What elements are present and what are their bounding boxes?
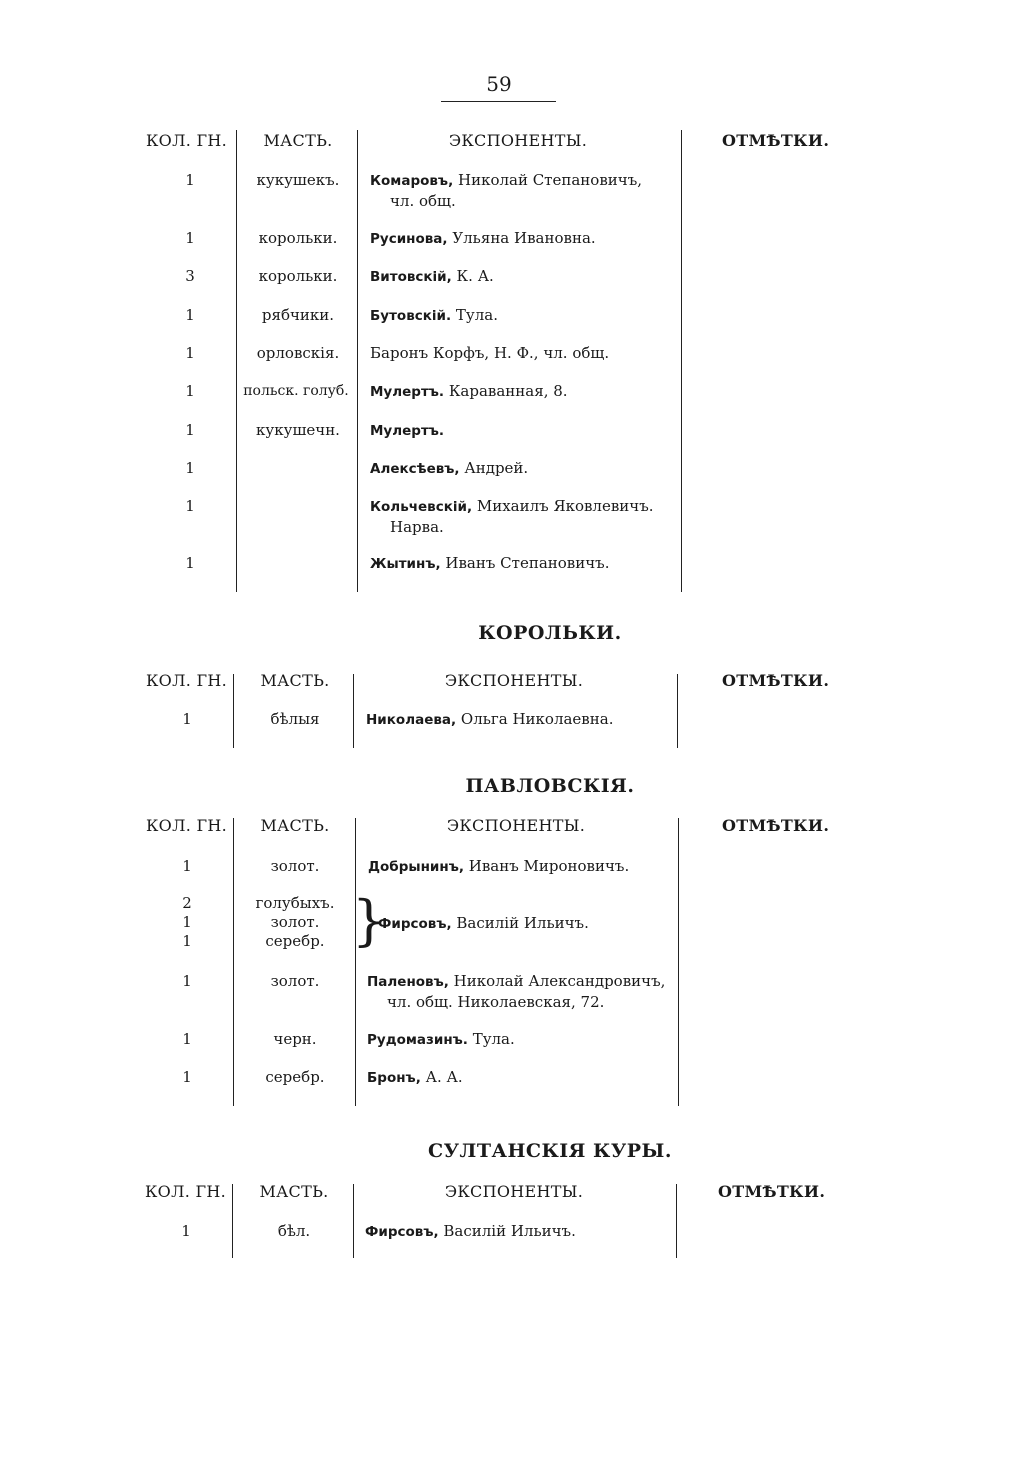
exhibitor-details: Василій Ильичъ. (451, 914, 589, 932)
color-cell: кукушекъ. (256, 171, 340, 189)
exhibitor-name: Комаровъ, (370, 173, 454, 189)
header-exhibitors: ЭКСПОНЕНТЫ. (448, 131, 588, 150)
exhibitor-name: Алексѣевъ, (370, 461, 460, 477)
header-notes: ОТМѢТКИ. (722, 671, 830, 690)
header-color: МАСТЬ. (260, 671, 330, 690)
qty-cell: 1 (182, 972, 192, 990)
exhibitor-cell (370, 305, 682, 326)
exhibitor-name: Бутовскій. (370, 308, 452, 324)
color-cell: черн. (273, 1030, 317, 1048)
qty-cell: 1 (182, 1030, 192, 1048)
exhibitor-cell (370, 266, 682, 287)
exhibitor-name: Фирсовъ, (378, 916, 452, 932)
qty-cell: 1 (185, 459, 195, 477)
exhibitor-name: Витовскій, (370, 269, 452, 285)
color-cell: рябчики. (261, 306, 335, 324)
exhibitor-details: Василій Ильичъ. (438, 1222, 576, 1240)
exhibitor-cell (367, 971, 679, 1012)
exhibitor-details: Ольга Николаевна. (456, 710, 614, 728)
header-exhibitors: ЭКСПОНЕНТЫ. (444, 671, 584, 690)
page-number-rule (441, 101, 556, 102)
qty-cell: 1 (185, 229, 195, 247)
color-value: серебр. (265, 932, 325, 950)
qty-cell (167, 894, 207, 951)
exhibitor-details: Николай Степановичъ, (453, 171, 643, 189)
exhibitor-name: Николаева, (366, 712, 457, 728)
exhibitor-details: Михаилъ Яковлевичъ. (472, 497, 654, 515)
exhibitor-cell (370, 420, 682, 441)
color-cell: корольки. (258, 267, 338, 285)
color-cell (235, 894, 355, 951)
column-divider (355, 818, 356, 1106)
header-color: МАСТЬ. (263, 131, 333, 150)
color-cell: золот. (270, 972, 320, 990)
qty-cell: 1 (185, 382, 195, 400)
exhibitor-name: Жытинъ, (370, 556, 441, 572)
exhibitor-details-continued: чл. общ. (390, 192, 456, 210)
exhibitor-name: Добрынинъ, (368, 859, 464, 875)
exhibitor-cell (378, 913, 690, 934)
color-cell: золот. (270, 857, 320, 875)
exhibitor-name: Кольчевскій, (370, 499, 473, 515)
section-title: ПАВЛОВСКІЯ. (465, 775, 635, 797)
qty-cell: 1 (185, 171, 195, 189)
exhibitor-details: Иванъ Степановичъ. (440, 554, 610, 572)
exhibitor-name: Мулертъ. (370, 384, 445, 400)
exhibitor-cell (365, 1221, 677, 1242)
qty-value: 2 (182, 894, 192, 912)
header-color: МАСТЬ. (260, 816, 330, 835)
qty-cell: 1 (182, 857, 192, 875)
color-cell: польск. голуб. (243, 383, 349, 399)
exhibitor-name: Рудомазинъ. (367, 1032, 468, 1048)
color-cell: корольки. (258, 229, 338, 247)
exhibitor-cell (366, 709, 678, 730)
exhibitor-name: Мулертъ. (370, 423, 445, 439)
exhibitor-details: К. А. (451, 267, 494, 285)
exhibitor-details: Ульяна Ивановна. (447, 229, 596, 247)
exhibitor-cell (367, 1067, 679, 1088)
qty-cell: 1 (182, 1068, 192, 1086)
exhibitor-name: Русинова, (370, 231, 448, 247)
color-cell: бѣлыя (270, 710, 320, 728)
exhibitor-details-continued: Нарва. (390, 518, 444, 536)
exhibitor-details: Тула. (467, 1030, 515, 1048)
exhibitor-details-continued: чл. общ. Николаевская, 72. (387, 993, 605, 1011)
column-divider (233, 674, 234, 748)
exhibitor-cell (370, 458, 682, 479)
exhibitor-details: Баронъ Корфъ, Н. Ф., чл. общ. (370, 344, 610, 362)
header-exhibitors: ЭКСПОНЕНТЫ. (444, 1182, 584, 1201)
qty-cell: 1 (185, 306, 195, 324)
exhibitor-details: Иванъ Мироновичъ. (463, 857, 630, 875)
color-cell: серебр. (265, 1068, 325, 1086)
column-divider (232, 1184, 233, 1258)
exhibitor-cell (368, 856, 680, 877)
qty-value: 1 (182, 913, 192, 931)
section-title: СУЛТАНСКІЯ КУРЫ. (427, 1140, 672, 1162)
exhibitor-cell (370, 228, 682, 249)
color-value: золот. (270, 913, 320, 931)
exhibitor-details: Николай Александровичъ, (448, 972, 666, 990)
qty-cell: 1 (182, 710, 192, 728)
exhibitor-details: Тула. (451, 306, 498, 324)
column-divider (233, 818, 234, 1106)
exhibitor-cell (367, 1029, 679, 1050)
header-color: МАСТЬ. (259, 1182, 329, 1201)
qty-cell: 1 (181, 1222, 191, 1240)
curly-brace-icon: } (352, 889, 387, 952)
section-title: КОРОЛЬКИ. (478, 622, 622, 644)
qty-cell: 1 (185, 421, 195, 439)
exhibitor-cell (370, 170, 682, 211)
header-qty: КОЛ. ГН. (146, 131, 228, 150)
header-exhibitors: ЭКСПОНЕНТЫ. (446, 816, 586, 835)
column-divider (236, 130, 237, 592)
page-number: 59 (486, 72, 512, 96)
color-cell: бѣл. (277, 1222, 311, 1240)
qty-value: 1 (182, 932, 192, 950)
qty-cell: 3 (185, 267, 195, 285)
header-notes: ОТМѢТКИ. (722, 816, 830, 835)
exhibitor-name: Паленовъ, (367, 974, 449, 990)
exhibitor-name: Фирсовъ, (365, 1224, 439, 1240)
header-notes: ОТМѢТКИ. (718, 1182, 826, 1201)
header-qty: КОЛ. ГН. (146, 816, 228, 835)
exhibitor-cell (370, 381, 682, 402)
exhibitor-details: А. А. (420, 1068, 463, 1086)
exhibitor-details: Караванная, 8. (444, 382, 568, 400)
header-notes: ОТМѢТКИ. (722, 131, 830, 150)
exhibitor-cell (370, 343, 682, 364)
color-value: голубыхъ. (255, 894, 335, 912)
exhibitor-name: Бронъ, (367, 1070, 421, 1086)
color-cell: кукушечн. (256, 421, 340, 439)
qty-cell: 1 (185, 344, 195, 362)
qty-cell: 1 (185, 554, 195, 572)
header-qty: КОЛ. ГН. (145, 1182, 227, 1201)
exhibitor-details: Андрей. (459, 459, 529, 477)
qty-cell: 1 (185, 497, 195, 515)
exhibitor-cell (370, 496, 682, 537)
color-cell: орловскія. (256, 344, 340, 362)
exhibitor-cell (370, 553, 682, 574)
header-qty: КОЛ. ГН. (146, 671, 228, 690)
